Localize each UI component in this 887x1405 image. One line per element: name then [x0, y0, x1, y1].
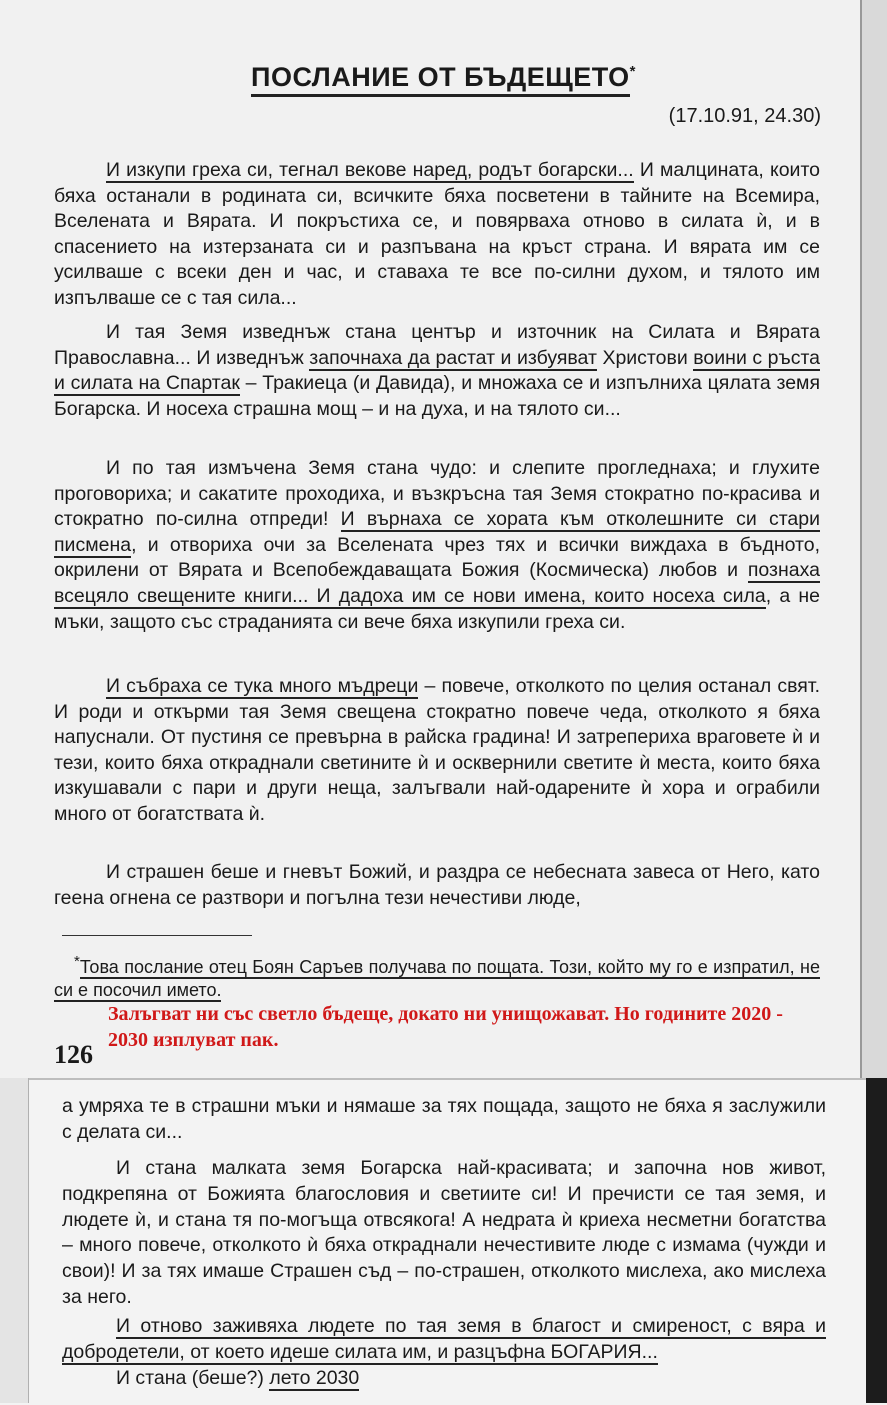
paragraph-text: И по тая измъчена Земя стана чудо: и слепите прогледнаха; и глухите проговориха; и сакатите проходиха, и възкръсна тая Земя стократно по-красива и стократно по-силна отпреди! — [54, 457, 820, 531]
underlined-phrase: започнаха да растат и избуяват — [309, 346, 597, 369]
underlined-phrase: И събраха се тука много мъдреци — [106, 675, 419, 697]
footnote — [54, 950, 820, 1002]
continuation-paragraph-1 — [62, 1094, 826, 1146]
paragraph-text: И стана (беше?) — [116, 1367, 270, 1389]
red-annotation: Залъгват ни със светло бъдеще, докато ни унищожават. Но годините 2020 - 2030 изплуват пак. — [108, 1003, 783, 1051]
page-edge-dark — [866, 1078, 887, 1403]
paragraph-text: , а не мъки, защото със страданията си вече бяха изкупили греха си. — [54, 584, 820, 633]
underlined-phrase: познаха всецяло свещените книги... И дадоха им се нови имена, които носеха сила — [54, 559, 820, 607]
footnote-divider — [62, 935, 252, 936]
paragraph-3 — [54, 456, 820, 635]
footnote-mark: * — [74, 953, 80, 970]
page-number: 126 — [54, 1040, 93, 1069]
paragraph-text: – повече, отколкото по целия останал свят. И роди и откърми тая Земя свещена стократно повече чеда, отколкото я бяха напуснали. От пустиня се превърна в райска градина! И затрепериха враговете ѝ и тези, които бяха откраднали светините ѝ и осквернили светите ѝ места, които бяха изкушавали с пари и други неща, залъгвали най-одарените ѝ хора и ограбили много от богатствата ѝ. — [54, 675, 820, 825]
paragraph-text: И стана малката земя Богарска най-красивата; и започна нов живот, подкрепяна от Божията благословия и светиите си! И пречисти се тая земя, и людете ѝ, и стана тя по-могъща отвсякога! А недрата ѝ криеха несметни богатства – много повече, отколкото ѝ бяха откраднали нечестивите люде с измама (чужди и свои)! И за тях имаше Страшен съд – по-страшен, отколкото мислеха, ако мислеха за него. — [62, 1157, 826, 1308]
title-footnote-mark: * — [629, 63, 636, 80]
paragraph-text: И тая Земя изведнъж стана център и източник на Силата и Вярата Православна... И изведнъж — [54, 321, 820, 369]
title-text: ПОСЛАНИЕ ОТ БЪДЕЩЕТО — [251, 62, 630, 97]
continuation-paragraph-4 — [62, 1366, 826, 1392]
continuation-paragraph-3 — [62, 1314, 826, 1366]
underlined-phrase: лето 2030 — [269, 1367, 360, 1389]
paragraph-text: И страшен беше и гневът Божий, и раздра се небесната завеса от Него, като геена огнена се разтвори и погълна тези нечестиви люде, — [54, 861, 820, 909]
footnote-text: Това послание отец Боян Саръев получава по пощата. Този, който му го е изпратил, не си е посочил името. — [54, 957, 820, 1000]
paragraph-2 — [54, 320, 820, 422]
page-title — [0, 62, 887, 93]
underlined-phrase: И изкупи греха си, тегнал векове наред, родът богарски... — [106, 159, 634, 181]
paragraph-text: , и отвориха очи за Вселената чрез тях и всички виждаха в бъдното, окрилени от Вярата и Всепобеждаващата Божия (Космическа) любов и — [54, 533, 820, 582]
paragraph-1 — [54, 158, 820, 312]
page-edge-left — [0, 1078, 29, 1403]
paragraph-5 — [54, 860, 820, 911]
underlined-phrase: И върнаха се хората към отколешните си стари писмена — [54, 508, 820, 556]
paragraph-text: а умряха те в страшни мъки и нямаше за тях пощада, защото не бяха я заслужили с делата си... — [62, 1095, 826, 1143]
continuation-paragraph-2 — [62, 1156, 826, 1311]
paragraph-text: – Тракиеца (и Давида), и множаха се и изпълниха цялата земя Богарска. И носеха страшна мощ – и на духа, и на тялото си... — [54, 372, 821, 420]
underlined-phrase: И отново заживяха людете по тая земя в благост и смиреност, с вяра и добродетели, от което идеше силата им, и разцъфна БОГАРИЯ... — [62, 1315, 826, 1363]
paragraph-text: И малцината, които бяха останали в родината си, всичките бяха посветени в тайните на Всемира, Вселената и Вярата. И покръстиха се, и повярваха отново в силата ѝ, и в спасението на изтерзаната си и разпъвана на кръст страна. И вярата им се усилваше с всеки ден и час, и ставаха те все по-силни духом, и тялото им изпълваше се с тая сила... — [54, 159, 821, 309]
page-edge — [860, 0, 887, 1080]
paragraph-4 — [54, 674, 820, 828]
paragraph-text: Христови — [596, 346, 694, 369]
underlined-phrase: воини с ръста и силата на Спартак — [54, 346, 820, 395]
message-date: (17.10.91, 24.30) — [668, 105, 821, 127]
